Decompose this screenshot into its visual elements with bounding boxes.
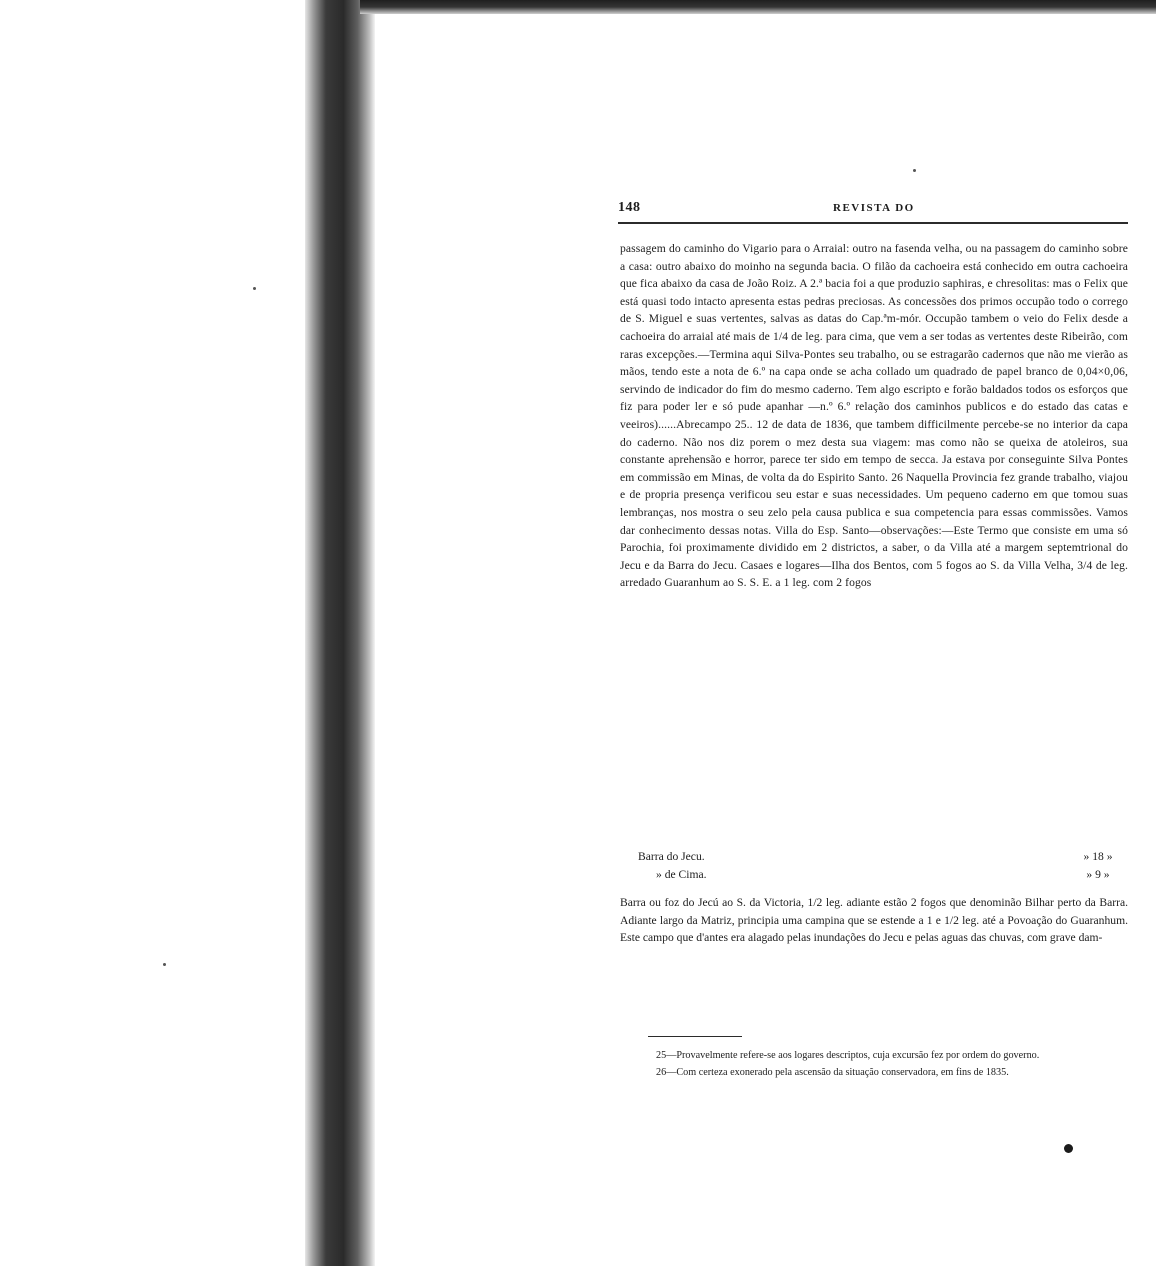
row-value: » 18 » — [1083, 850, 1113, 863]
footnote-25: 25—Provavelmente refere-se aos logares descriptos, cuja excursão fez por ordem do governo. — [656, 1050, 1040, 1061]
ink-dot — [1064, 1144, 1073, 1153]
footnote-rule — [648, 1036, 742, 1037]
table-row — [620, 866, 1128, 884]
main-paragraph: passagem do caminho do Vigario para o Arraial: outro na fasenda velha, ou na passagem do caminho sobre a casa: outro abaixo do moinho na segunda bacia. O filão da cachoeira está conhecido em outra cachoeira que fica abaixo da casa de João Roiz. A 2.ª bacia foi a que produzio saphiras, e chresolitas: mas o Felix que está quasi todo intacto apresenta estas pedras preciosas. As concessões dos primos occupão todo o corrego de S. Miguel e suas vertentes, salvas as datas do Cap.ªm-mór. Occupão tambem o veio do Felix desde a cachoeira do arraial até mais de 1/4 de leg. para cima, que vem a ser todas as vertentes deste Ribeirão, com raras excepções.—Termina aqui Silva-Pontes seu trabalho, ou se estragarão cadernos que não me vierão as mãos, tendo este a nota de 6.º na capa onde se acha collado um quadrado de papel branco de 0,04×0,06, servindo de indicador do fim do mesmo caderno. Tem algo escripto e forão baldados todos os esforços que fiz para poder ler e só pude apanhar —n.º 6.º relação dos caminhos publicos e do estado das catas e veeiros)......Abrecampo 25.. 12 de data de 1836, que tambem difficilmente percebe-se no interior da capa do caderno. Não nos diz porem o mez desta sua viagem: mas como não se queixa de atoleiros, sua constante aprehensão e horror, parece ter sido em tempo de secca. Ja estava por conseguinte Silva Pontes em commissão em Minas, de volta da do Espirito Santo. 26 Naquella Provincia fez grande trabalho, viajou e de propria presença verificou seu estar e suas necessidades. Um pequeno caderno em que tomou suas lembranças, nos mostra o seu zelo pela causa publica e sua competencia para essas commissões. Vamos dar conhecimento dessas notas. Villa do Esp. Santo—observações:—Este Termo que consiste em uma só Parochia, foi proximamente dividido em 2 districtos, a saber, o da Villa até a margem septemtrional do Jecu e da Barra do Jecu. Casaes e logares—Ilha dos Bentos, com 5 fogos ao S. da Villa Velha, 3/4 de leg. arredado Guaranhum ao S. S. E. a 1 leg. com 2 fogos — [620, 242, 1128, 590]
row-label: Barra do Jecu. — [638, 850, 705, 863]
scan-speck — [253, 287, 256, 290]
running-title: REVISTA DO — [833, 202, 915, 214]
footnotes — [620, 1048, 1138, 1081]
footnote-26: 26—Com certeza exonerado pela ascensão da situação conservadora, em fins de 1835. — [656, 1066, 1009, 1078]
row-value: » 9 » — [1086, 868, 1110, 881]
table-row — [620, 848, 1128, 866]
page-number: 148 — [618, 200, 641, 215]
hearth-count-table — [620, 848, 1128, 884]
running-header — [618, 200, 1132, 222]
binding-gutter — [305, 0, 375, 1266]
row-label: » de Cima. — [656, 868, 707, 881]
scan-speck — [163, 963, 166, 966]
second-paragraph: Barra ou foz do Jecú ao S. da Victoria, 1/2 leg. adiante estão 2 fogos que denominão Bilhar perto da Barra. Adiante largo da Matriz, principia uma campina que se estende a 1 e 1/2 leg. até a Povoação do Guaranhum. Este campo que d'antes era alagado pelas inundações do Jecu e pelas aguas das chuvas, com grave dam- — [620, 896, 1128, 945]
scan-speck — [913, 169, 916, 172]
scan-top-edge — [360, 0, 1156, 14]
header-rule — [618, 222, 1128, 224]
